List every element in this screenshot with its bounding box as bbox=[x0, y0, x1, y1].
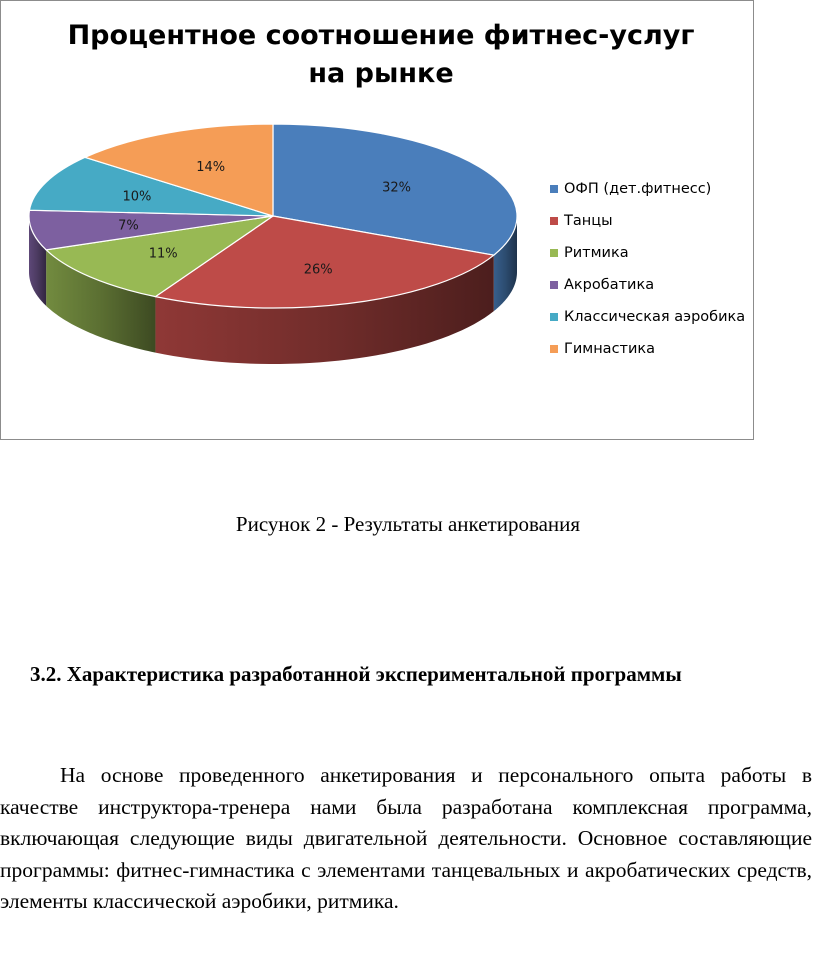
legend-swatch bbox=[550, 217, 558, 225]
legend-label: Танцы bbox=[564, 213, 613, 229]
slice-data-label: 26% bbox=[303, 262, 333, 278]
slice-data-label: 11% bbox=[148, 246, 178, 262]
legend-item bbox=[550, 205, 745, 237]
chart-title: Процентное соотношение фитнес-услуг на рынке bbox=[67, 20, 695, 89]
legend-item bbox=[550, 237, 745, 269]
section-heading: 3.2. Характеристика разработанной экспериментальной программы bbox=[30, 662, 682, 686]
legend-label: Ритмика bbox=[564, 245, 629, 261]
legend-item bbox=[550, 301, 745, 333]
legend-swatch bbox=[550, 281, 558, 289]
figure-caption: Рисунок 2 - Результаты анкетирования bbox=[235, 512, 581, 536]
legend-swatch bbox=[550, 313, 558, 321]
slice-data-label: 32% bbox=[382, 180, 412, 196]
legend-label: Классическая аэробика bbox=[564, 309, 746, 325]
legend-item bbox=[550, 269, 745, 301]
legend-item bbox=[550, 333, 745, 365]
legend-swatch bbox=[550, 185, 558, 193]
chart-legend bbox=[550, 173, 745, 365]
body-paragraph: На основе проведенного анкетирования и персонального опыта работы в качестве инструктора-тренера нами была разработана комплексная программа, включающая следующие виды двигательной деятельности. Основное составляющие программы: фитнес-гимнастика с элементами танцевальных и акробатических средств, элементы классической аэробики, ритмика. bbox=[0, 763, 812, 913]
legend-label: Акробатика bbox=[564, 277, 655, 293]
legend-swatch bbox=[550, 345, 558, 353]
legend-label: Гимнастика bbox=[564, 341, 656, 357]
legend-label: ОФП (дет.фитнесс) bbox=[564, 181, 712, 197]
slice-data-label: 14% bbox=[196, 160, 226, 176]
legend-swatch bbox=[550, 249, 558, 257]
legend-item bbox=[550, 173, 745, 205]
slice-data-label: 7% bbox=[118, 218, 139, 234]
slice-data-label: 10% bbox=[122, 189, 152, 205]
chart-frame bbox=[0, 0, 754, 440]
